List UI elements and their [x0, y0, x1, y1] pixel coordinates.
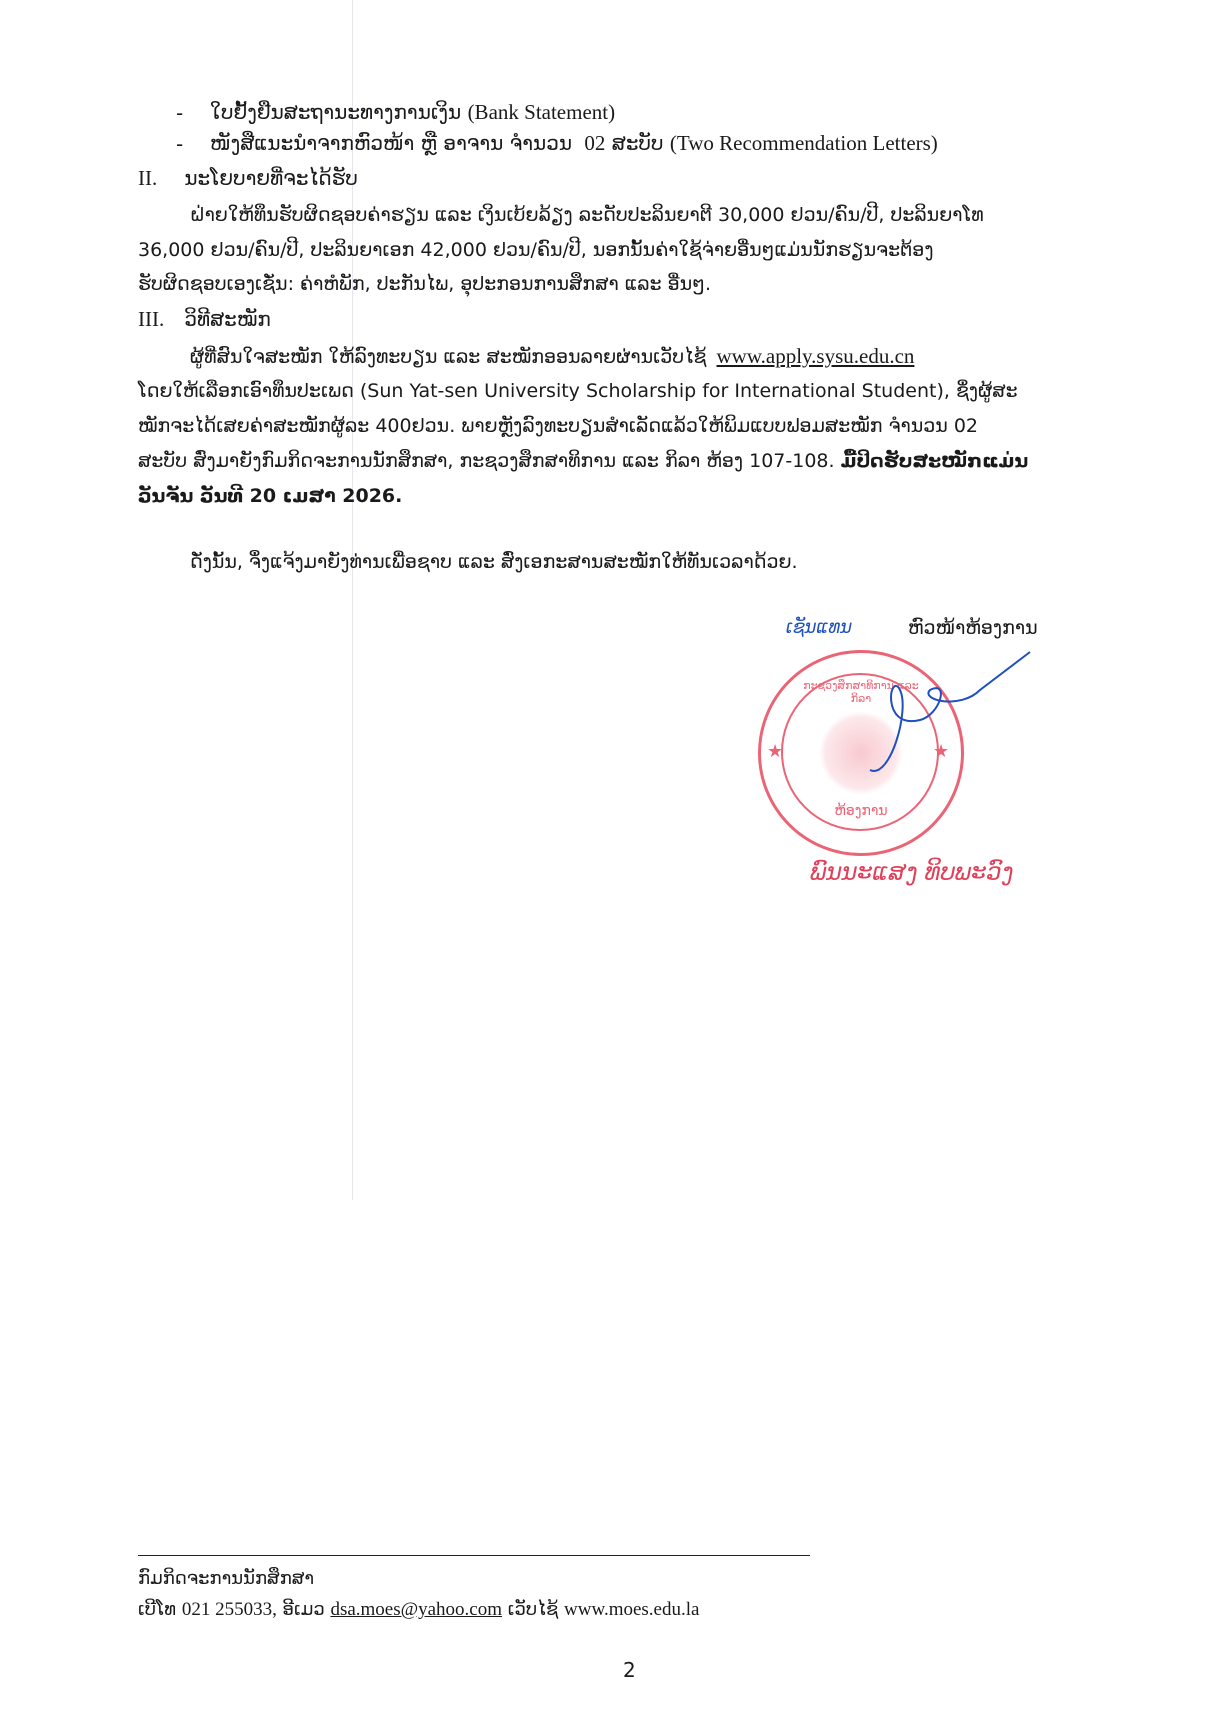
star-icon: ★ [933, 741, 950, 762]
email-label: ອີເມວ [282, 1599, 325, 1620]
paragraph-line: ຝ່າຍໃຫ້ທຶນຮັບຜິດຊອບຄ່າຮຽນ ແລະ ເງິນເບ້ຍລ້ຽງ ລະດັບປະລິນຍາຕີ 30,000 ຢວນ/ຄົນ/ປີ, ປະລິນຍາໂທ [190, 204, 984, 226]
handwritten-note: ເຊັນແທນ [786, 617, 852, 638]
requirement-unit: ສະບັບ [611, 131, 664, 155]
signatory-name: ພົນນະແສງ ທິບພະວົງ [810, 858, 1014, 886]
section-numeral: III. [138, 307, 165, 331]
footer-department: ກົມກິດຈະການນັກສຶກສາ [138, 1568, 315, 1589]
deadline-date: ວັນຈັນ ວັນທີ 20 ເມສາ 2026. [138, 485, 403, 507]
apply-website-link[interactable]: www.apply.sysu.edu.cn [716, 344, 915, 368]
deadline-label: ມື້ປິດຮັບສະໝັກແມ່ນ [840, 450, 1029, 472]
bullet-dash: - [176, 132, 184, 156]
paragraph-line: ຮັບຜິດຊອບເອງເຊັ່ນ: ຄ່າຫໍພັກ, ປະກັນໄພ, ອຸປະກອນການສຶກສາ ແລະ ອື່ນໆ. [138, 273, 712, 295]
website-link[interactable]: www.moes.edu.la [564, 1599, 700, 1620]
requirement-count: 02 [584, 131, 606, 155]
signatory-title: ຫົວໜ້າຫ້ອງການ [908, 617, 1038, 639]
footer-contact [138, 1596, 699, 1624]
requirement-text: ໃບຢັ້ງຢືນສະຖານະທາງການເງິນ [210, 100, 462, 124]
section-title: ວິທີສະໝັກ [184, 307, 271, 331]
paragraph-line: ໂດຍໃຫ້ເລືອກເອົາທຶນປະເພດ (Sun Yat-sen University Scholarship for International Student), ຊຶ່ງຜູ້ສະ [138, 380, 1018, 402]
section-title: ນະໂຍບາຍທີ່ຈະໄດ້ຮັບ [184, 166, 358, 190]
paragraph-line: ໝັກຈະໄດ້ເສຍຄ່າສະໝັກຜູ້ລະ 400ຢວນ. ພາຍຫຼັງລົງທະບຽນສຳເລັດແລ້ວໃຫ້ພິມແບບຟອມສະໝັກ ຈຳນວນ 02 [138, 415, 979, 437]
stamp-text-top: ກະຊວງສຶກສາທິການ ແລະ ກິລາ [803, 679, 919, 705]
footer-divider [138, 1555, 810, 1556]
signature-scribble-icon [860, 650, 1040, 790]
requirement-text-en: (Two Recommendation Letters) [669, 131, 938, 155]
paragraph-line: 36,000 ຢວນ/ຄົນ/ປີ, ປະລິນຍາເອກ 42,000 ຢວນ/ຄົນ/ປີ, ນອກນັ້ນຄ່າໃຊ້ຈ່າຍອື່ນໆແມ່ນນັກຮຽນຈະຕ້ອງ [138, 239, 934, 261]
page-number: 2 [623, 1658, 636, 1682]
closing-statement: ດັ່ງນັ້ນ, ຈຶ່ງແຈ້ງມາຍັງທ່ານເພື່ອຊາບ ແລະ ສົ່ງເອກະສານສະໝັກໃຫ້ທັນເວລາດ້ວຍ. [190, 551, 798, 573]
website-label: ເວັບໄຊ້ [507, 1599, 559, 1620]
requirement-text-en: (Bank Statement) [467, 100, 616, 124]
section-numeral: II. [138, 166, 158, 190]
section-heading [138, 305, 271, 333]
star-icon: ★ [767, 741, 784, 762]
bullet-dash: - [176, 101, 184, 125]
requirement-text: ໜັງສືແນະນຳຈາກຫົວໜ້າ ຫຼື ອາຈານ ຈຳນວນ [210, 131, 573, 155]
section-heading [138, 164, 358, 192]
paragraph-text: ສະບັບ ສົ່ງມາຍັງກົມກິດຈະການນັກສຶກສາ, ກະຊວງສຶກສາທິການ ແລະ ກິລາ ຫ້ອງ 107-108. [138, 450, 835, 472]
stamp-text-bottom: ຫ້ອງການ [834, 803, 888, 819]
paragraph-line [138, 447, 1028, 475]
paragraph-line [190, 342, 914, 371]
email-link[interactable]: dsa.moes@yahoo.com [330, 1599, 503, 1620]
requirement-item [210, 129, 938, 157]
requirement-item [210, 98, 615, 126]
phone-label: ເບີໂທ [138, 1599, 177, 1620]
paragraph-text: ຜູ້ທີ່ສົນໃຈສະໝັກ ໃຫ້ລົງທະບຽນ ແລະ ສະໝັກອອນລາຍຜ່ານເວັບໄຊ້ [190, 346, 707, 368]
phone-number: 021 255033, [181, 1599, 277, 1620]
